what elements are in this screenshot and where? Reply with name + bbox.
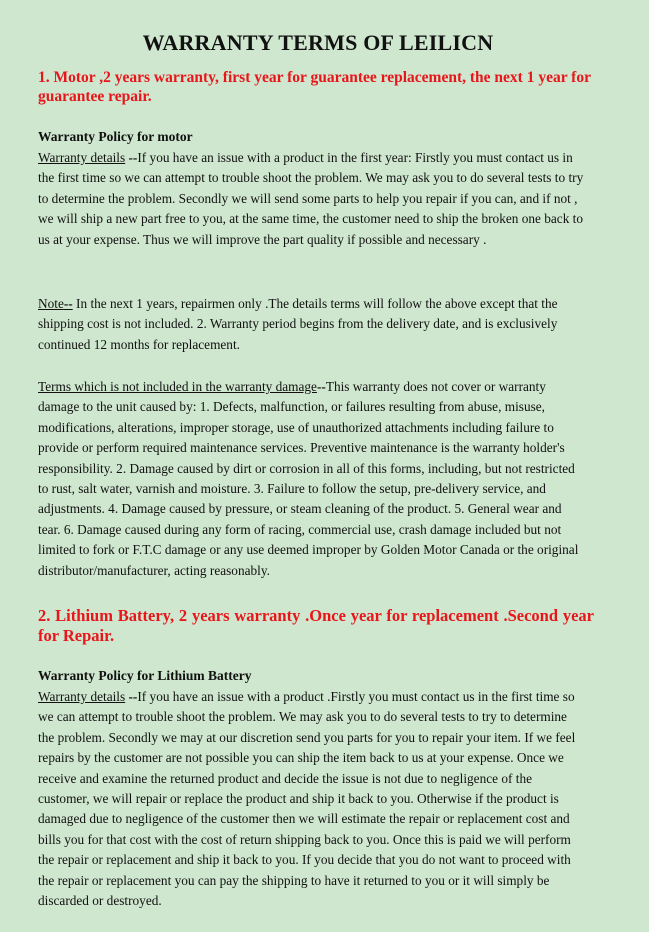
terms-text: This warranty does not cover or warranty damage to the unit caused by: 1. Defects, malfunction, or failures resulting from abuse, misuse, modifications, alterations, improper storage, use of unauthorized attachments including failure to provide or perform required maintenance services. Preventive maintenance is the warranty holder's responsibility. 2. Damage caused by dirt or corrosion in all of this forms, including, but not restricted to rust, salt water, varnish and moisture. 3. Failure to follow the setup, pre-delivery service, and adjustments. 4. Damage caused by pressure, or steam cleaning of the product. 5. General wear and tear. 6. Damage caused during any form of racing, commercial use, crash damage included but not limited to fork or F.T.C damage or any use deemed improper by Golden Motor Canada or the original distributor/manufacturer, acting reasonably. — [38, 379, 579, 578]
note-dash: -- — [63, 296, 73, 311]
battery-details-text: If you have an issue with a product .Firstly you must contact us in the first time so we can attempt to trouble shoot the problem. We may ask you to do several tests to try to determine the problem. Secondly we may at our discretion send you parts for you to repair your item. If we feel repairs by the customer are not possible you can ship the item back to us at your expense. Once we receive and examine the returned product and decide the issue is not due to negligence of the customer, we will repair or replace the product and ship it back to you. Otherwise if the product is damaged due to negligence of the customer then we will estimate the repair or replacement cost and bills you for that cost with the cost of return shipping back to you. Once this is paid we will perform the repair or replacement and ship it back to you. If you decide that you do not want to proceed with the repair or replacement you can pay the shipping to have it returned to you or it will simply be discarded or destroyed. — [38, 689, 576, 909]
motor-details-text: If you have an issue with a product in the first year: Firstly you must contact us in the first time so we can attempt to trouble shoot the problem. We may ask you to do several tests to try to determine the problem. Secondly we will send some parts to help you repair if you can, and if not , we will ship a new part free to you, at the same time, the customer need to ship the broken one back to us at your expense. Thus we will improve the part quality if possible and necessary . — [38, 150, 584, 247]
motor-policy-title: Warranty Policy for motor — [38, 129, 193, 144]
section-2-heading: 2. Lithium Battery, 2 years warranty .Once year for replacement .Second year for Repair. — [38, 606, 594, 645]
motor-note — [38, 294, 586, 355]
terms-label: Terms which is not included in the warranty damage — [38, 379, 317, 394]
motor-warranty-details — [38, 148, 586, 250]
terms-dash: -- — [316, 379, 326, 394]
battery-details-dash: -- — [125, 689, 138, 704]
terms-exclusions — [38, 377, 586, 581]
motor-details-dash: -- — [125, 150, 138, 165]
section-1-heading: 1. Motor ,2 years warranty, first year for guarantee replacement, the next 1 year for guarantee repair. — [38, 69, 591, 105]
battery-policy-title: Warranty Policy for Lithium Battery — [38, 668, 252, 683]
page-title: WARRANTY TERMS OF LEILICN — [142, 30, 494, 55]
note-text: In the next 1 years, repairmen only .The details terms will follow the above except that the shipping cost is not included. 2. Warranty period begins from the delivery date, and is exclusively continued 12 months for replacement. — [38, 296, 558, 352]
battery-details-label: Warranty details — [38, 689, 126, 704]
motor-details-label: Warranty details — [38, 150, 126, 165]
note-label: Note — [38, 296, 64, 311]
battery-warranty-details — [38, 687, 586, 911]
